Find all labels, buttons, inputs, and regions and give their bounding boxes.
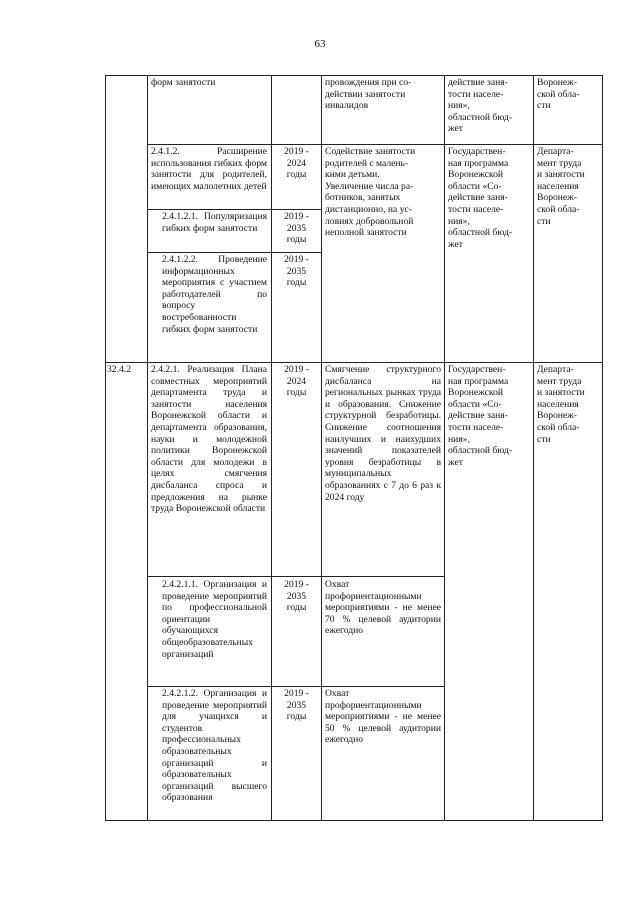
row5-measure: 2.4.2.1.1. Организация и проведение мероприятий по профессиональной ориентации обучающихся общеобразовательных организаций <box>162 579 267 660</box>
row5-result: Охват профориентационными мероприятиями - не менее 70 % целевой аудитории ежегодно <box>325 579 441 637</box>
row4-measure: 2.4.2.1. Реализация Плана совместных мероприятий департамента труда и занятости населения Воронежской области и департамента образования, науки и молодежной политики Воронежской области для молодежи в целях смягчения дисбаланса спроса и предложения на рынке труда Воронежской области <box>151 364 267 515</box>
row0-measure: форм занятости <box>151 77 216 88</box>
row3-measure: 2.4.1.2.2. Проведение информационных мероприятия с участием работодателей по вопросу востребованности гибких форм занятости <box>162 254 267 335</box>
row6-measure: 2.4.2.1.2. Организация и проведение мероприятий для учащихся и студентов профессиональных образовательных организаций и образовательных организаций высшего образования <box>162 688 267 804</box>
row6-result: Охват профориентационными мероприятиями - не менее 50 % целевой аудитории ежегодно <box>325 688 441 746</box>
row1-term: 2019 - 2024 годы <box>284 146 309 181</box>
page-number: 63 <box>314 38 326 50</box>
row4-term: 2019 - 2024 годы <box>284 364 309 399</box>
row2-term: 2019 - 2035 годы <box>284 211 309 246</box>
row2-measure: 2.4.1.2.1. Популяризация гибких форм занятости <box>162 211 267 234</box>
row0-executor: Воронеж- ской обла- сти <box>537 77 580 112</box>
row1-executor: Департа- мент труда и занятости населения Воронеж- ской обла- сти <box>537 146 585 227</box>
row4-number: 32.4.2 <box>107 364 131 375</box>
row4-executor: Департа- мент труда и занятости населения Воронеж- ской обла- сти <box>537 364 585 445</box>
row3-term: 2019 - 2035 годы <box>284 254 309 289</box>
row6-term: 2019 - 2035 годы <box>284 688 309 723</box>
row1-result: Содействие занятости родителей с малень- кими детьми. Увеличение числа ра- ботников, занятых дистанционно, на ус- ловиях добровольной неполной занятости <box>325 146 416 239</box>
row5-term: 2019 - 2035 годы <box>284 579 309 614</box>
row4-result: Смягчение структурного дисбаланса на региональных рынках труда и образования. Снижение структурной безработицы. Снижение соотношения наилучших и наихудших значений показателей уровня безработицы в муниципальных образованиях с 7 до 6 раз к 2024 году <box>325 364 441 503</box>
row1-measure: 2.4.1.2. Расширение использования гибких форм занятости для родителей, имеющих малолетних детей <box>151 146 267 192</box>
row1-source: Государствен- ная программа Воронежской области «Со- действие заня- тости населе- ния», областной бюд- жет <box>448 146 513 250</box>
row0-source: действие заня- тости населе- ния», областной бюд- жет <box>448 77 513 135</box>
row4-source: Государствен- ная программа Воронежской области «Со- действие заня- тости населе- ния», областной бюд- жет <box>448 364 513 468</box>
row0-result: провождения при со- действии занятости инвалидов <box>325 77 412 112</box>
